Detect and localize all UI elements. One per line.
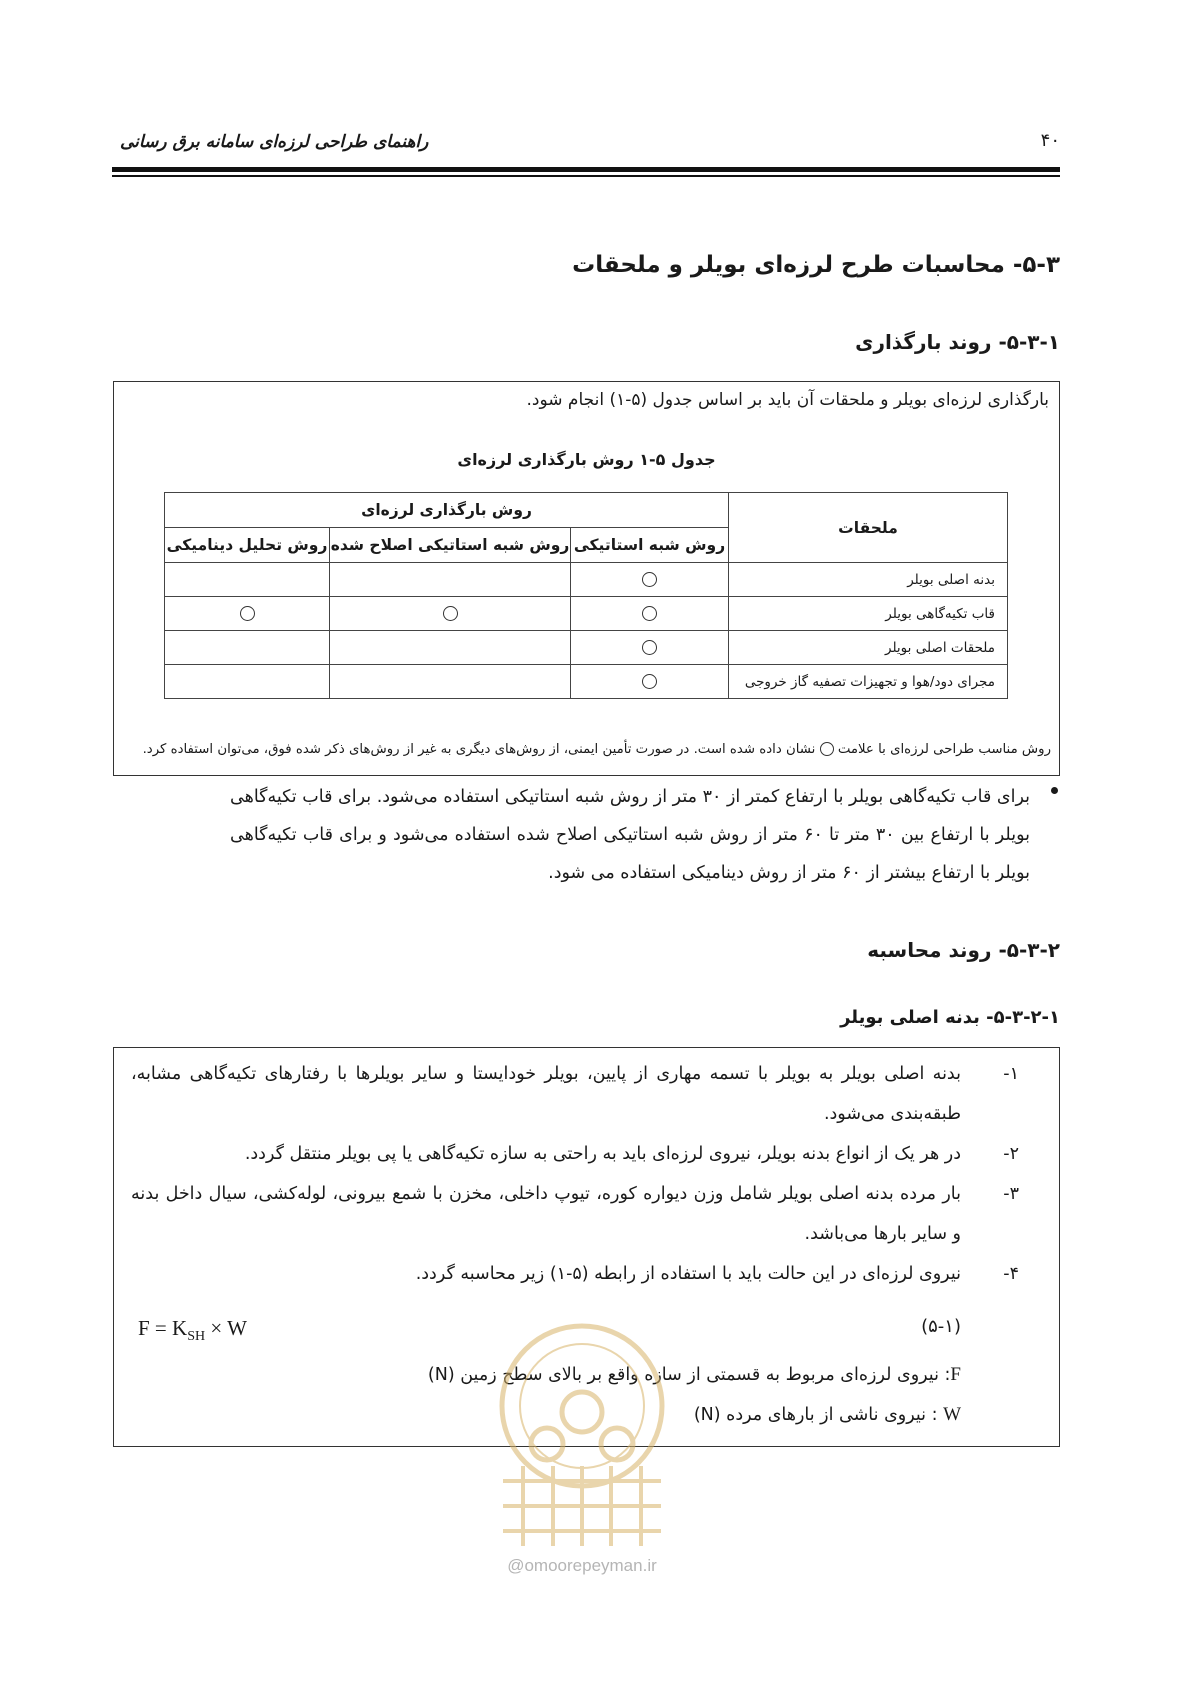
method-cell (330, 597, 571, 631)
subsection-heading-loading: ۵-۳-۱- روند بارگذاری (855, 330, 1060, 354)
formula-lhs: F = K (138, 1316, 188, 1340)
table-row (165, 665, 1008, 699)
method-cell (330, 563, 571, 597)
loading-method-table (164, 492, 1008, 699)
page-number: ۴۰ (1040, 130, 1060, 151)
watermark-url: @omoorepeyman.ir (507, 1556, 657, 1575)
item-number: ۳- (1003, 1184, 1019, 1204)
circle-mark-icon (240, 606, 255, 621)
equation-formula (138, 1316, 247, 1345)
symbol: W (943, 1404, 961, 1425)
calculation-box (113, 1047, 1060, 1447)
circle-mark-icon (642, 674, 657, 689)
table-row (165, 563, 1008, 597)
method-cell (571, 597, 729, 631)
method-cell (571, 665, 729, 699)
loading-method-box (113, 381, 1060, 776)
column-header-method: روش شبه استاتیکی اصلاح شده (330, 528, 571, 563)
circle-mark-icon (642, 572, 657, 587)
bullet-text: برای قاب تکیه‌گاهی بویلر با ارتفاع کمتر از ۳۰ متر از روش شبه استاتیکی استفاده می‌شود. برای قاب تکیه‌گاهی بویلر با ارتفاع بین ۳۰ متر تا ۶۰ متر از روش شبه استاتیکی اصلاح شده استفاده می‌شود و برای قاب تکیه‌گاهی بویلر با ارتفاع بیشتر از ۶۰ متر از روش دینامیکی استفاده می شود. (230, 787, 1031, 883)
method-cell (165, 665, 330, 699)
row-label: قاب تکیه‌گاهی بویلر (729, 597, 1008, 631)
column-header-method: روش تحلیل دینامیکی (165, 528, 330, 563)
bullet-icon (1051, 787, 1058, 794)
item-number: ۲- (1003, 1144, 1019, 1164)
circle-mark-icon (642, 640, 657, 655)
header-rule-thin (112, 175, 1060, 177)
method-cell (330, 665, 571, 699)
equation-number: (۵-۱) (921, 1316, 961, 1337)
circle-mark-icon (443, 606, 458, 621)
row-label: ملحقات اصلی بویلر (729, 631, 1008, 665)
numbered-item (131, 1174, 1019, 1254)
note-text-before: روش مناسب طراحی لرزه‌ای با علامت (837, 742, 1051, 757)
table-row (165, 597, 1008, 631)
intro-paragraph: بارگذاری لرزه‌ای بویلر و ملحقات آن باید بر اساس جدول (۵-۱) انجام شود. (526, 390, 1049, 410)
definition-text: : نیروی لرزه‌ای مربوط به قسمتی از سازه واقع بر بالای سطح زمین (N) (427, 1365, 951, 1385)
method-cell (571, 631, 729, 665)
row-label: بدنه اصلی بویلر (729, 563, 1008, 597)
item-number: ۱- (1003, 1064, 1019, 1084)
method-cell (330, 631, 571, 665)
table-note (143, 742, 1051, 757)
formula-subscript: SH (187, 1329, 206, 1345)
item-text: در هر یک از انواع بدنه بویلر، نیروی لرزه‌ای باید به راحتی به سازه تکیه‌گاهی یا پی بویلر منتقل گردد. (244, 1144, 961, 1164)
note-text-after: نشان داده شده است. در صورت تأمین ایمنی، از روش‌های دیگری به غیر از روش‌های ذکر شده فوق، می‌توان استفاده کرد. (142, 742, 816, 757)
numbered-item (131, 1134, 1019, 1174)
numbered-item (131, 1254, 1019, 1294)
column-header-attachments: ملحقات (729, 493, 1008, 563)
column-header-method: روش شبه استاتیکی (571, 528, 729, 563)
table-caption: جدول ۵-۱ روش بارگذاری لرزه‌ای (457, 450, 716, 469)
table-row (165, 631, 1008, 665)
numbered-item (131, 1054, 1019, 1134)
item-text: بار مرده بدنه اصلی بویلر شامل وزن دیواره کوره، تیوپ داخلی، مخزن با شمع بیرونی، لوله‌کشی، سیال داخل بدنه و سایر بارها می‌باشد. (131, 1184, 961, 1244)
item-number: ۴- (1003, 1264, 1019, 1284)
formula-rhs: × W (205, 1316, 247, 1340)
circle-mark-icon (642, 606, 657, 621)
method-cell (165, 631, 330, 665)
definition-text: : نیروی ناشی از بارهای مرده (N) (693, 1405, 944, 1425)
method-cell (165, 597, 330, 631)
row-label: مجرای دود/هوا و تجهیزات تصفیه گاز خروجی (729, 665, 1008, 699)
sub-subsection-heading: ۵-۳-۲-۱- بدنه اصلی بویلر (840, 1007, 1060, 1028)
running-header-title: راهنمای طراحی لرزه‌ای سامانه برق رسانی (120, 132, 429, 152)
symbol: F (950, 1364, 961, 1385)
header-rule (112, 167, 1060, 172)
item-text: بدنه اصلی بویلر به بویلر با تسمه مهاری از پایین، بویلر خودایستا و سایر بویلرها با رفتارهای تکیه‌گاهی مشابه، طبقه‌بندی می‌شود. (131, 1064, 961, 1124)
item-text: نیروی لرزه‌ای در این حالت باید با استفاده از رابطه (۵-۱) زیر محاسبه گردد. (415, 1264, 961, 1284)
method-cell (571, 563, 729, 597)
subsection-heading-calculation: ۵-۳-۲- روند محاسبه (867, 938, 1060, 962)
symbol-definition (694, 1404, 961, 1426)
symbol-definition (428, 1364, 961, 1386)
section-heading: ۵-۳- محاسبات طرح لرزه‌ای بویلر و ملحقات (572, 252, 1060, 278)
method-cell (165, 563, 330, 597)
column-group-header: روش بارگذاری لرزه‌ای (165, 493, 729, 528)
circle-mark-icon (820, 742, 834, 756)
